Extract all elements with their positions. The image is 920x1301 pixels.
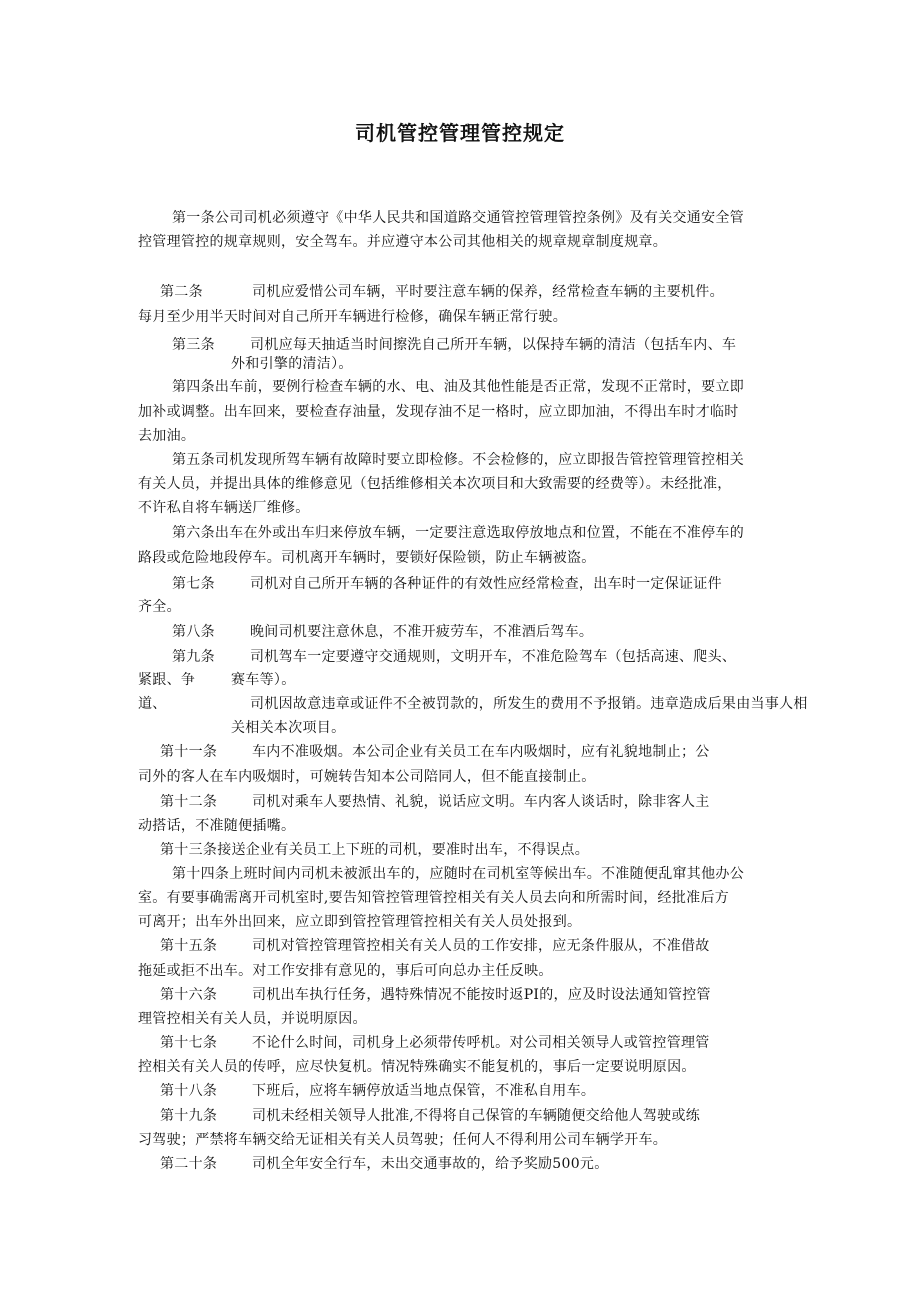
article-17-line-1: 不论什么时间，司机身上必须带传呼机。对公司相关领导人或管控管理管 [252,1035,710,1051]
article-5-line-3: 不许私自将车辆送厂维修。 [138,500,310,516]
article-1-line-2: 控管理管控的规章规则，安全驾车。并应遵守本公司其他相关的规章规章制度规章。 [138,234,668,250]
article-18-label: 第十八条 [160,1083,218,1099]
article-9-line-2b: 赛车等）。 [231,672,296,688]
article-20-label: 第二十条 [160,1156,218,1172]
article-16-line-2: 理管控相关有关人员，并说明原因。 [138,1011,367,1027]
article-9-line-3: 道、 [138,696,167,712]
article-7-label: 第七条 [172,576,215,592]
article-4-line-1: 第四条出车前，要例行检查车辆的水、电、油及其他性能是否正常，发现不正常时，要立即 [172,379,744,395]
article-14-line-1: 第十四条上班时间内司机未被派出车的，应随时在司机室等候出车。不准随便乱窜其他办公 [172,866,744,882]
article-5-line-1: 第五条司机发现所驾车辆有故障时要立即检修。不会检修的，应立即报告管控管理管控相关 [172,452,744,468]
article-9-label: 第九条 [172,649,215,665]
article-9-line-2a: 紧跟、争 [138,672,196,688]
article-10-line-1: 司机因故意违章或证件不全被罚款的，所发生的费用不予报销。违章造成后果由当事人相 [250,696,808,712]
article-9-line-1: 司机驾车一定要遵守交通规则，文明开车，不准危险驾车（包括高速、爬头、 [250,649,737,665]
article-7-line-1: 司机对自己所开车辆的各种证件的有效性应经常检查，出车时一定保证证件 [250,576,722,592]
article-13-line-1: 第十三条接送企业有关员工上下班的司机，要准时出车，不得误点。 [160,842,589,858]
document-title: 司机管控管理管控规定 [355,121,565,145]
article-16-line-1: 司机出车执行任务，遇特殊情况不能按时返PI的，应及时设法通知管控管 [252,987,711,1003]
article-15-line-1: 司机对管控管理管控相关有关人员的工作安排，应无条件服从，不准借故 [252,938,710,954]
article-15-label: 第十五条 [160,938,218,954]
article-14-line-2: 室。有要事确需离开司机室时,要告知管控管理管控相关有关人员去向和所需时间，经批准后方 [138,890,730,906]
article-19-line-1: 司机未经相关领导人批准,不得将自己保管的车辆随便交给他人驾驶或练 [252,1108,701,1124]
article-6-line-1: 第六条出车在外或出车归来停放车辆，一定要注意选取停放地点和位置，不能在不准停车的 [172,525,744,541]
article-4-line-3: 去加油。 [138,428,196,444]
article-16-label: 第十六条 [160,987,218,1003]
article-11-label: 第十一条 [160,744,218,760]
article-2-line-2: 每月至少用半天时间对自己所开车辆进行检修，确保车辆正常行驶。 [138,309,567,325]
article-2-line-1: 司机应爱惜公司车辆，平时要注意车辆的保养，经常检查车辆的主要机件。 [252,284,724,300]
article-8-line-1: 晚间司机要注意休息，不准开疲劳车，不准酒后驾车。 [250,624,594,640]
article-3-line-1: 司机应每天抽适当时间擦洗自己所开车辆，以保持车辆的清洁（包括车内、车 [250,337,737,353]
article-4-line-2: 加补或调整。出车回来，要检查存油量，发现存油不足一格时，应立即加油，不得出车时才临时 [138,404,739,420]
article-19-line-2: 习驾驶；严禁将车辆交给无证相关有关人员驾驶；任何人不得利用公司车辆学开车。 [138,1132,668,1148]
article-1-line-1: 第一条公司司机必须遵守《中华人民共和国道路交通管控管理管控条例》及有关交通安全管 [172,210,744,226]
article-3-line-2: 外和引擎的清洁）。 [231,356,353,372]
article-12-label: 第十二条 [160,794,218,810]
article-11-line-1: 车内不准吸烟。本公司企业有关员工在车内吸烟时，应有礼貌地制止；公 [252,744,710,760]
article-8-label: 第八条 [172,624,215,640]
article-2-label: 第二条 [160,284,203,300]
article-6-line-2: 路段或危险地段停车。司机离开车辆时，要锁好保险锁，防止车辆被盗。 [138,550,596,566]
article-19-label: 第十九条 [160,1108,218,1124]
article-10-line-2: 关相关本次项目。 [231,720,346,736]
article-3-label: 第三条 [172,337,215,353]
article-18-line-1: 下班后，应将车辆停放适当地点保管，不准私自用车。 [252,1083,596,1099]
article-17-line-2: 控相关有关人员的传呼，应尽快复机。情况特殊确实不能复机的，事后一定要说明原因。 [138,1059,696,1075]
article-12-line-1: 司机对乘车人要热情、礼貌，说话应文明。车内客人谈话时，除非客人主 [252,794,710,810]
article-20-line-1: 司机全年安全行车，未出交通事故的，给予奖励500元。 [252,1156,609,1172]
article-7-line-2: 齐全。 [138,599,181,615]
article-15-line-2: 拖延或拒不出车。对工作安排有意见的，事后可向总办主任反映。 [138,963,553,979]
article-17-label: 第十七条 [160,1035,218,1051]
article-14-line-3: 可离开；出车外出回来，应立即到管控管理管控相关有关人员处报到。 [138,914,582,930]
article-12-line-2: 动搭话，不准随便插嘴。 [138,818,296,834]
article-5-line-2: 有关人员，并提出具体的维修意见（包括维修相关本次项目和大致需要的经费等）。未经批准， [138,476,732,492]
article-11-line-2: 司外的客人在车内吸烟时，可婉转告知本公司陪同人，但不能直接制止。 [138,769,596,785]
